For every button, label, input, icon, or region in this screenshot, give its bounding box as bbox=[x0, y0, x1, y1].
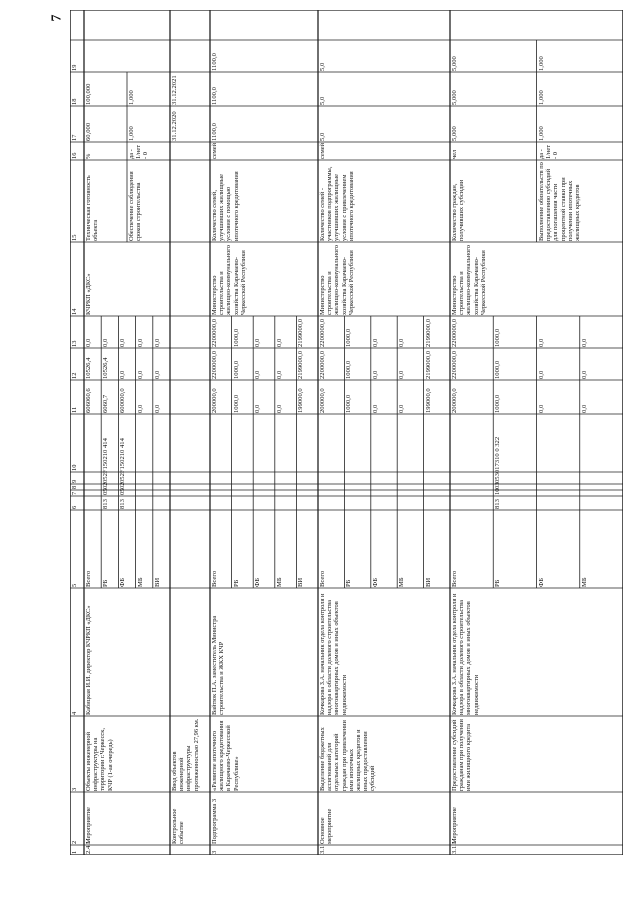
cell-c18b: 1,000 bbox=[537, 90, 545, 105]
fin-c12: 1000,0 bbox=[345, 360, 353, 379]
cell-c1: 3.1.1 bbox=[451, 840, 458, 854]
fin-c12: 0,0 bbox=[580, 370, 588, 379]
fin-c13: 0,0 bbox=[537, 338, 545, 347]
cell-c18: 31.12.2021 bbox=[171, 75, 178, 105]
fin-c13: 0,0 bbox=[85, 338, 92, 347]
fin-c12: 10526,4 bbox=[85, 357, 92, 379]
fin-c13: 2199000,0 bbox=[424, 318, 432, 347]
fin-c13: 0,0 bbox=[580, 338, 588, 347]
cell-c16: семей bbox=[211, 142, 218, 159]
cell-c19b: 1,000 bbox=[537, 56, 545, 71]
fin-src: Всего bbox=[451, 570, 458, 587]
cell-c18a: 100,000 bbox=[85, 83, 92, 105]
fin-c12: 0,0 bbox=[254, 370, 262, 379]
cell-c17a: 60,000 bbox=[85, 122, 92, 141]
fin-c13: 0,0 bbox=[136, 338, 144, 347]
fin-c11: 0,0 bbox=[371, 404, 379, 413]
cell-c15a: Техническая готовность объекта bbox=[85, 175, 100, 241]
column-number: 14 bbox=[71, 308, 78, 315]
cell-c2: Основное мероприятие bbox=[319, 808, 334, 844]
fin-c8: 02 bbox=[102, 482, 110, 489]
fin-c8: 03 bbox=[494, 482, 502, 489]
fin-src: РБ bbox=[345, 579, 353, 587]
fin-c12: 1000,0 bbox=[494, 360, 502, 379]
fin-c6: 813 bbox=[119, 499, 127, 509]
fin-c13: 2199000,0 bbox=[297, 318, 305, 347]
fin-c13: 2200000,0 bbox=[211, 318, 218, 347]
fin-c11: 606060,6 bbox=[85, 388, 92, 413]
fin-c11: 199000,0 bbox=[424, 388, 432, 413]
column-number: 8 bbox=[71, 485, 78, 489]
cell-c4: Кочкарова З.А. начальник отдела контроля и надзора в области долевого строительства многоквартирных домов и иных объектов недвижимости bbox=[319, 593, 348, 715]
fin-c12: 0,0 bbox=[136, 370, 144, 379]
fin-c11: 1000,0 bbox=[345, 394, 353, 413]
fin-src: РБ bbox=[102, 579, 110, 587]
cell-c1: 3.1 bbox=[319, 845, 326, 854]
fin-c7: 05 bbox=[102, 488, 110, 495]
cell-c17: 31.12.2020 bbox=[171, 111, 178, 141]
fin-c12: 0,0 bbox=[153, 370, 161, 379]
cell-c2: Мероприятие bbox=[451, 807, 458, 844]
cell-c17b: 1,000 bbox=[537, 126, 545, 141]
fin-c11: 0,0 bbox=[254, 404, 262, 413]
fin-c12: 1000,0 bbox=[232, 360, 240, 379]
cell-c15: Количество семей, улучшивших жилищные условия с помощью ипотечного кредитования bbox=[211, 171, 240, 241]
fin-c13: 0,0 bbox=[119, 338, 127, 347]
fin-c13: 0,0 bbox=[398, 338, 406, 347]
fin-src: Всего bbox=[319, 570, 326, 587]
column-number: 12 bbox=[71, 372, 78, 379]
fin-src: МБ bbox=[136, 577, 144, 587]
column-number: 18 bbox=[71, 98, 78, 105]
fin-src: ФБ bbox=[254, 578, 262, 587]
cell-c14: Министерство строительства и жилищно-коммунального хозяйства Карачаево-Черкесской Республики bbox=[211, 245, 247, 315]
fin-c12: 0,0 bbox=[371, 370, 379, 379]
column-number: 6 bbox=[71, 505, 78, 509]
cell-c14: Министерство строительства и жилищно-коммунального хозяйства Карачаево-Черкесской Республики bbox=[319, 245, 355, 315]
column-number: 9 bbox=[71, 479, 78, 483]
fin-c11: 199000,0 bbox=[297, 388, 305, 413]
fin-src: РБ bbox=[494, 579, 502, 587]
cell-c14: КЧРКП «ДКС» bbox=[85, 273, 92, 315]
cell-c2: Контрольное событие bbox=[171, 808, 186, 844]
fin-c11: 0,0 bbox=[153, 404, 161, 413]
fin-c12: 0,0 bbox=[119, 370, 127, 379]
fin-src: ФБ bbox=[537, 578, 545, 587]
column-number: 16 bbox=[71, 152, 78, 159]
cell-c16b: да - 1/нет - 0 bbox=[128, 144, 150, 159]
cell-c16a: % bbox=[85, 153, 92, 159]
cell-c17b: 1,000 bbox=[128, 126, 135, 141]
cell-c19a: 5,000 bbox=[451, 56, 458, 71]
cell-c19: 5,0 bbox=[319, 62, 326, 71]
fin-c13: 2200000,0 bbox=[319, 318, 326, 347]
rotated-program-table bbox=[70, 10, 623, 855]
cell-c3: Предоставление субсидий гражданам при получении ими жилищного кредита bbox=[451, 719, 473, 791]
column-number: 15 bbox=[71, 234, 78, 241]
fin-c6: 813 bbox=[494, 499, 502, 509]
fin-c9: 052F150210 414 bbox=[119, 438, 127, 483]
fin-c12: 2199000,0 bbox=[424, 350, 432, 379]
page-number: 7 bbox=[49, 14, 65, 22]
column-number: 5 bbox=[71, 583, 78, 587]
fin-c13: 0,0 bbox=[275, 338, 283, 347]
cell-c18a: 5,000 bbox=[451, 90, 458, 105]
fin-c11: 200000,0 bbox=[451, 388, 458, 413]
fin-src: РБ bbox=[232, 579, 240, 587]
cell-c3: Выделение бюджетных ассигнований для отдельных категорий граждан при привлечении ими ипотечных жилищных кредитов и иных предоставлении субсидий bbox=[319, 720, 377, 791]
fin-c13: 2200000,0 bbox=[451, 318, 458, 347]
column-number: 4 bbox=[71, 711, 78, 715]
cell-c4: Вайтюк П.А. заместитель Министра строительства и ЖКХ КЧР bbox=[211, 615, 226, 715]
cell-c4: Кочкарова З.А. начальник отдела контроля и надзора в области долевого строительства многоквартирных домов и иных объектов недвижимости bbox=[451, 593, 480, 715]
fin-c13: 0,0 bbox=[254, 338, 262, 347]
cell-c1: 3 bbox=[211, 850, 218, 854]
fin-c12: 10526,4 bbox=[102, 357, 110, 379]
column-number: 10 bbox=[71, 464, 78, 471]
fin-src: МБ bbox=[275, 577, 283, 587]
fin-c7: 05 bbox=[119, 488, 127, 495]
fin-c11: 200000,0 bbox=[319, 388, 326, 413]
fin-c9: 052F150210 414 bbox=[102, 438, 110, 483]
fin-c12: 2200000,0 bbox=[211, 350, 218, 379]
cell-c17: 5,0 bbox=[319, 132, 326, 141]
column-number: 11 bbox=[71, 406, 78, 413]
fin-c12: 0,0 bbox=[275, 370, 283, 379]
fin-c11: 600000,0 bbox=[119, 388, 127, 413]
column-number: 3 bbox=[71, 787, 78, 791]
cell-c16a: чел bbox=[451, 149, 458, 159]
cell-c18: 1100,0 bbox=[211, 87, 218, 105]
cell-c1: 2.4.1 bbox=[85, 840, 92, 854]
cell-c16: семей bbox=[319, 142, 326, 159]
fin-c11: 0,0 bbox=[136, 404, 144, 413]
fin-src: МБ bbox=[580, 577, 588, 587]
fin-c7: 10 bbox=[494, 488, 502, 495]
cell-c19: 1100,0 bbox=[211, 53, 218, 71]
fin-src: ФБ bbox=[371, 578, 379, 587]
cell-c14: Министерство строительства и жилищно-коммунального хозяйства Карачаево-Черкесской Республики bbox=[451, 245, 487, 315]
fin-src: Всего bbox=[211, 570, 218, 587]
fin-c11: 0,0 bbox=[275, 404, 283, 413]
column-number: 17 bbox=[71, 134, 78, 141]
fin-c13: 1000,0 bbox=[494, 328, 502, 347]
cell-c18: 5,0 bbox=[319, 96, 326, 105]
fin-src: МБ bbox=[398, 577, 406, 587]
fin-c8: 02 bbox=[119, 482, 127, 489]
cell-c15b: Обеспечение соблюдения сроков строительства bbox=[128, 171, 143, 241]
fin-c12: 0,0 bbox=[537, 370, 545, 379]
column-number: 19 bbox=[71, 64, 78, 71]
fin-c11: 0,0 bbox=[398, 404, 406, 413]
fin-src: ВИ bbox=[424, 577, 432, 587]
fin-c6: 813 bbox=[102, 499, 110, 509]
cell-c17: 1100,0 bbox=[211, 123, 218, 141]
cell-c16b: да - 1/нет - 0 bbox=[537, 144, 559, 159]
fin-c11: 1000,0 bbox=[232, 394, 240, 413]
fin-c12: 2200000,0 bbox=[319, 350, 326, 379]
column-number: 7 bbox=[71, 491, 78, 495]
fin-c12: 2199000,0 bbox=[297, 350, 305, 379]
cell-c4: Кабицкая И.И. директор КЧРКП «ДКС» bbox=[85, 605, 92, 715]
fin-c12: 0,0 bbox=[398, 370, 406, 379]
fin-c13: 0,0 bbox=[153, 338, 161, 347]
fin-c13: 0,0 bbox=[102, 338, 110, 347]
cell-c18b: 1,000 bbox=[128, 90, 135, 105]
column-number: 1 bbox=[71, 850, 78, 854]
cell-c2: Подпрограмма 3 bbox=[211, 798, 218, 844]
fin-c9: 053017310 0 322 bbox=[494, 436, 502, 483]
cell-c2: Мероприятие bbox=[85, 807, 92, 844]
fin-src: Всего bbox=[85, 570, 92, 587]
fin-c11: 200000,0 bbox=[211, 388, 218, 413]
cell-c3: «Развитие ипотечного жилищного кредитования в Карачаево-Черкесской Республике» bbox=[211, 720, 240, 791]
cell-c15b: Выполнение обязательств по предоставлению субсидий для погашения части процентной ставки при получении ипотечных жилищных кредитов bbox=[537, 162, 581, 241]
fin-c11: 1000,0 bbox=[494, 394, 502, 413]
cell-c17a: 5,000 bbox=[451, 126, 458, 141]
cell-c15: Количество семей - участников подпрограммы, улучшивших жилищные условия с привлечением ипотечного кредитования bbox=[319, 166, 355, 241]
fin-c13: 0,0 bbox=[371, 338, 379, 347]
fin-c11: 6060,7 bbox=[102, 394, 110, 413]
fin-c11: 0,0 bbox=[537, 404, 545, 413]
fin-src: ФБ bbox=[119, 578, 127, 587]
fin-src: ВИ bbox=[153, 577, 161, 587]
cell-c3: Объекты инженерной инфраструктуры на территории г.Черкесск, КЧР (1-ая очередь) bbox=[85, 728, 114, 791]
fin-c13: 1000,0 bbox=[345, 328, 353, 347]
column-number: 13 bbox=[71, 340, 78, 347]
column-number: 2 bbox=[71, 840, 78, 844]
cell-c15a: Количество граждан, получивших субсидии bbox=[451, 179, 466, 241]
fin-c11: 0,0 bbox=[580, 404, 588, 413]
fin-c12: 2200000,0 bbox=[451, 350, 458, 379]
fin-c13: 1000,0 bbox=[232, 328, 240, 347]
fin-src: ВИ bbox=[297, 577, 305, 587]
cell-c3: Ввод объектов инженерной инфраструктуры протяженностью 27,96 км. bbox=[171, 718, 200, 791]
